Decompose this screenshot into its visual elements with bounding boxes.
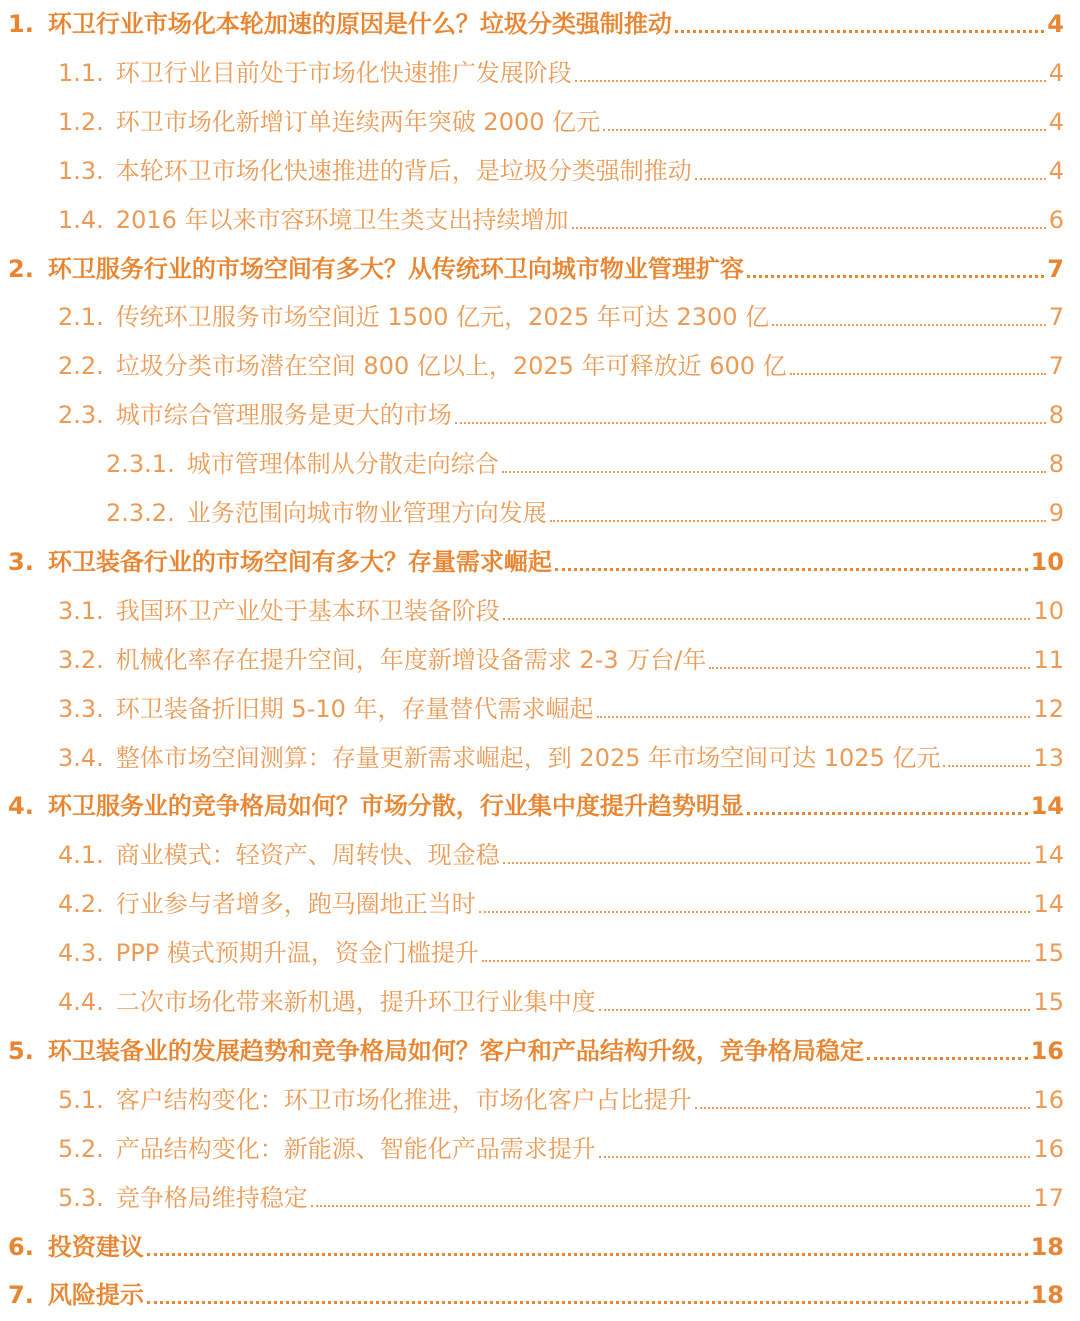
toc-entry-title: 产品结构变化：新能源、智能化产品需求提升 — [115, 1134, 596, 1163]
toc-entry-number: 5. — [8, 1036, 34, 1065]
toc-dot-leader — [503, 862, 1031, 864]
toc-entry-title: 风险提示 — [47, 1281, 144, 1310]
toc-entry-page: 11 — [1033, 645, 1064, 674]
toc-entry-1-4[interactable] — [0, 196, 1080, 236]
toc-entry-title: 本轮环卫市场化快速推进的背后，是垃圾分类强制推动 — [115, 156, 692, 185]
toc-entry-4-4[interactable] — [0, 978, 1080, 1018]
toc-entry-2-2[interactable] — [0, 342, 1080, 382]
toc-entry-title: 2016 年以来市容环境卫生类支出持续增加 — [115, 205, 569, 234]
toc-dot-leader — [147, 1253, 1028, 1256]
toc-entry-title: 环卫服务行业的市场空间有多大？从传统环卫向城市物业管理扩容 — [47, 254, 744, 283]
toc-entry-page: 15 — [1033, 988, 1064, 1016]
toc-dot-leader — [455, 422, 1046, 424]
toc-entry-page: 4 — [1048, 156, 1064, 185]
toc-dot-leader — [675, 30, 1044, 33]
toc-entry-number: 3. — [8, 547, 34, 576]
toc-dot-leader — [599, 1156, 1031, 1158]
toc-entry-page: 17 — [1033, 1183, 1064, 1212]
toc-entry-number: 1.3. — [58, 156, 104, 185]
toc-dot-leader — [479, 911, 1031, 913]
toc-entry-page: 4 — [1047, 10, 1064, 38]
toc-entry-number: 6. — [8, 1232, 34, 1261]
toc-entry-title: 环卫行业市场化本轮加速的原因是什么？垃圾分类强制推动 — [47, 10, 672, 38]
toc-dot-leader — [772, 324, 1046, 326]
toc-entry-title: 环卫行业目前处于市场化快速推广发展阶段 — [115, 58, 572, 87]
toc-entry-number: 2.2. — [58, 352, 104, 381]
toc-dot-leader — [502, 471, 1046, 473]
toc-dot-leader — [603, 129, 1046, 131]
toc-entry-5-1[interactable] — [0, 1076, 1080, 1116]
toc-entry-number: 3.3. — [58, 694, 104, 723]
toc-entry-page: 12 — [1033, 694, 1064, 723]
toc-entry-title: 环卫装备行业的市场空间有多大？存量需求崛起 — [47, 547, 552, 576]
toc-entry-number: 4.4. — [58, 988, 104, 1016]
toc-dot-leader — [550, 520, 1046, 522]
toc-entry-number: 5.3. — [58, 1183, 104, 1212]
toc-entry-title: 城市管理体制从分散走向综合 — [186, 450, 499, 479]
toc-entry-2-1[interactable] — [0, 293, 1080, 333]
toc-entry-page: 4 — [1048, 58, 1064, 87]
toc-entry-number: 5.2. — [58, 1134, 104, 1163]
toc-dot-leader — [747, 275, 1044, 278]
toc-entry-page: 16 — [1033, 1134, 1064, 1163]
toc-entry-1-3[interactable] — [0, 147, 1080, 187]
toc-entry-number: 5.1. — [58, 1085, 104, 1114]
toc-entry-page: 14 — [1033, 890, 1064, 919]
toc-entry-number: 1.1. — [58, 58, 104, 87]
toc-entry-page: 8 — [1048, 401, 1064, 430]
toc-entry-number: 3.4. — [58, 743, 104, 772]
toc-entry-number: 4.3. — [58, 939, 104, 968]
toc-entry-title: 垃圾分类市场潜在空间 800 亿以上，2025 年可释放近 600 亿 — [115, 352, 787, 381]
toc-entry-4-1[interactable] — [0, 831, 1080, 871]
toc-dot-leader — [482, 960, 1031, 962]
toc-entry-page: 6 — [1048, 205, 1064, 234]
toc-dot-leader — [597, 716, 1031, 718]
toc-entry-title: 城市综合管理服务是更大的市场 — [115, 401, 452, 430]
toc-entry-page: 18 — [1030, 1281, 1064, 1310]
toc-entry-title: 环卫装备折旧期 5-10 年，存量替代需求崛起 — [115, 694, 594, 723]
toc-entry-page: 15 — [1033, 939, 1064, 968]
toc-entry-2-3-1[interactable] — [0, 440, 1080, 480]
toc-entry-title: 业务范围向城市物业管理方向发展 — [186, 499, 547, 527]
toc-entry-5-2[interactable] — [0, 1125, 1080, 1165]
toc-entry-5-3[interactable] — [0, 1174, 1080, 1214]
toc-dot-leader — [943, 765, 1030, 767]
toc-entry-title: 机械化率存在提升空间，年度新增设备需求 2-3 万台/年 — [115, 645, 707, 674]
toc-entry-title: 商业模式：轻资产、周转快、现金稳 — [115, 841, 500, 870]
toc-dot-leader — [147, 1301, 1028, 1304]
toc-entry-title: 传统环卫服务市场空间近 1500 亿元，2025 年可达 2300 亿 — [115, 303, 770, 332]
toc-entry-number: 4.1. — [58, 841, 104, 870]
toc-dot-leader — [695, 1107, 1031, 1109]
toc-entry-page: 7 — [1047, 254, 1064, 283]
toc-entry-number: 2.3.2. — [106, 499, 175, 527]
toc-entry-number: 1.4. — [58, 205, 104, 234]
toc-entry-number: 2.1. — [58, 303, 104, 332]
toc-entry-7[interactable] — [0, 1271, 1080, 1311]
toc-dot-leader — [575, 80, 1046, 82]
toc-entry-3-2[interactable] — [0, 636, 1080, 676]
toc-dot-leader — [503, 618, 1031, 620]
toc-dot-leader — [599, 1009, 1031, 1011]
toc-entry-2-3[interactable] — [0, 391, 1080, 431]
toc-entry-page: 7 — [1048, 303, 1064, 332]
toc-entry-number: 2.3. — [58, 401, 104, 430]
toc-entry-page: 9 — [1048, 499, 1064, 527]
toc-entry-title: 环卫服务业的竞争格局如何？市场分散，行业集中度提升趋势明显 — [47, 792, 744, 821]
toc-entry-page: 10 — [1033, 596, 1064, 625]
toc-dot-leader — [747, 812, 1028, 815]
toc-entry-page: 16 — [1033, 1085, 1064, 1114]
toc-entry-4[interactable] — [0, 782, 1080, 822]
toc-dot-leader — [790, 373, 1046, 375]
toc-entry-3[interactable] — [0, 538, 1080, 578]
toc-entry-page: 14 — [1033, 841, 1064, 870]
toc-entry-number: 2. — [8, 254, 34, 283]
toc-entry-number: 3.2. — [58, 645, 104, 674]
toc-entry-title: 二次市场化带来新机遇，提升环卫行业集中度 — [115, 988, 596, 1016]
toc-entry-title: 环卫市场化新增订单连续两年突破 2000 亿元 — [115, 107, 601, 136]
toc-entry-3-3[interactable] — [0, 685, 1080, 725]
toc-entry-number: 7. — [8, 1281, 34, 1310]
toc-entry-page: 10 — [1030, 547, 1064, 576]
toc-dot-leader — [555, 568, 1028, 571]
toc-entry-page: 13 — [1033, 743, 1064, 772]
toc-entry-number: 2.3.1. — [106, 450, 175, 479]
toc-entry-3-4[interactable] — [0, 734, 1080, 774]
toc-entry-1[interactable] — [0, 0, 1080, 40]
toc-dot-leader — [572, 227, 1046, 229]
toc-entry-page: 14 — [1030, 792, 1064, 821]
toc-entry-4-3[interactable] — [0, 929, 1080, 969]
toc-entry-2[interactable] — [0, 245, 1080, 285]
toc-entry-title: 投资建议 — [47, 1232, 144, 1261]
toc-entry-number: 1.2. — [58, 107, 104, 136]
toc-entry-title: 竞争格局维持稳定 — [115, 1183, 308, 1212]
toc-entry-page: 16 — [1030, 1036, 1064, 1065]
toc-entry-number: 4.2. — [58, 890, 104, 919]
toc-dot-leader — [867, 1057, 1028, 1060]
toc-entry-3-1[interactable] — [0, 587, 1080, 627]
toc-entry-number: 4. — [8, 792, 34, 821]
toc-entry-number: 3.1. — [58, 596, 104, 625]
toc-entry-title: 环卫装备业的发展趋势和竞争格局如何？客户和产品结构升级，竞争格局稳定 — [47, 1036, 864, 1065]
toc-entry-title: 我国环卫产业处于基本环卫装备阶段 — [115, 596, 500, 625]
toc-entry-page: 7 — [1048, 352, 1064, 381]
toc-entry-number: 1. — [8, 10, 34, 38]
toc-entry-6[interactable] — [0, 1223, 1080, 1263]
toc-entry-1-2[interactable] — [0, 98, 1080, 138]
toc-entry-2-3-2[interactable] — [0, 489, 1080, 529]
toc-entry-title: PPP 模式预期升温，资金门槛提升 — [115, 939, 479, 968]
toc-entry-title: 行业参与者增多，跑马圈地正当时 — [115, 890, 476, 919]
toc-entry-page: 8 — [1048, 450, 1064, 479]
toc-dot-leader — [311, 1205, 1031, 1207]
toc-entry-page: 18 — [1030, 1232, 1064, 1261]
toc-entry-title: 客户结构变化：环卫市场化推进，市场化客户占比提升 — [115, 1085, 692, 1114]
toc-entry-title: 整体市场空间测算：存量更新需求崛起，到 2025 年市场空间可达 1025 亿元 — [115, 743, 941, 772]
toc-entry-5[interactable] — [0, 1027, 1080, 1067]
toc-entry-page: 4 — [1048, 107, 1064, 136]
toc-entry-4-2[interactable] — [0, 880, 1080, 920]
toc-dot-leader — [709, 667, 1030, 669]
toc-dot-leader — [695, 178, 1046, 180]
toc-entry-1-1[interactable] — [0, 49, 1080, 89]
